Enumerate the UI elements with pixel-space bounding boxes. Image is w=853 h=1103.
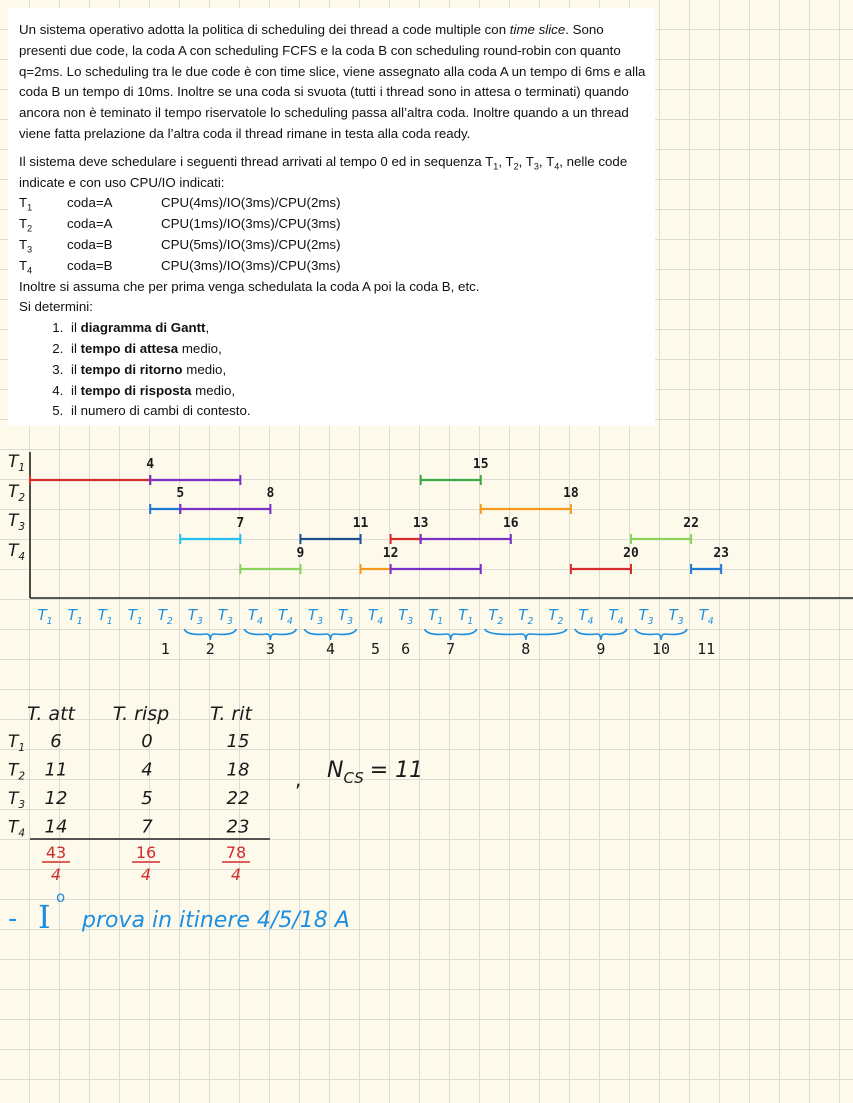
switch-brace (184, 629, 236, 640)
switch-brace (575, 629, 627, 640)
determine-label: Si determini: (19, 299, 93, 315)
thread-name: $T_3$ (19, 236, 33, 255)
sequence-slot-t3: $T_3$ (638, 606, 654, 627)
footer-exam-title: prova in itinere 4/5/18 A (82, 908, 350, 933)
sequence-text: Il sistema deve schedulare i seguenti thread arrivati al tempo 0 ed in sequenza (19, 153, 486, 169)
sequence-slot-t1: $T_1$ (37, 606, 53, 627)
sequence-slot-t4: $T_4$ (578, 606, 594, 627)
switch-count: 6 (401, 640, 411, 658)
intro-text-rest: . Sono presenti due code, la coda A con scheduling FCFS e la coda B con scheduling round-robin con quanto q=2ms. Lo scheduling tra le due code è con time slice, viene assegnato alla coda A un tempo di 6ms e alla coda B un tempo di 10ms. Inoltre se una coda si svuota (tutti i thread sono in attesa o terminati) quando ancora non è teminato il tempo riservatole lo scheduling passa all’altra coda. Inoltre quando a un thread viene fatta prelazione da l’altra coda il thread rimane in testa alla coda ready. (19, 22, 646, 141)
sequence-slot-t4: $T_4$ (698, 606, 714, 627)
total-numerator: 78 (225, 843, 247, 862)
gantt-time-label: 16 (502, 516, 519, 531)
thread-queue: coda=A (67, 216, 113, 232)
task-item: 3. il tempo di ritorno medio, (67, 360, 649, 381)
sequence-slot-t3: $T_3$ (337, 606, 354, 627)
results-row-label: $T_3$ (8, 789, 26, 811)
gantt-time-label: 8 (266, 486, 275, 501)
sequence-thread-t4: $T_4$ (546, 153, 560, 172)
thread-name: $T_2$ (19, 216, 33, 234)
gantt-time-label: 5 (176, 486, 185, 501)
thread-usage: CPU(5ms)/IO(3ms)/CPU(2ms) (161, 236, 341, 252)
response-time-value: 4 (141, 759, 153, 781)
switch-count: 4 (325, 640, 336, 658)
results-header: T. att (27, 703, 75, 725)
switch-count: 8 (521, 640, 531, 658)
switch-count: 1 (160, 640, 170, 658)
sequence-thread-t3: $T_3$ (525, 153, 539, 172)
sequence-slot-t1: $T_1$ (97, 606, 113, 627)
results-row-label: $T_2$ (8, 760, 26, 783)
gantt-time-label: 23 (713, 546, 729, 561)
switch-count: 9 (596, 640, 606, 658)
sequence-slot-t4: $T_4$ (247, 606, 263, 627)
total-numerator: 16 (135, 843, 157, 862)
switch-brace (304, 629, 356, 640)
intro-text: Un sistema operativo adotta la politica di scheduling dei thread a code multiple con (19, 22, 510, 37)
thread-queue: coda=B (67, 236, 113, 252)
thread-sequence: $T_1$, $T_2$, $T_3$, $T_4$ (485, 153, 560, 172)
wait-time-value: 6 (50, 731, 62, 752)
results-row-label: $T_1$ (8, 732, 26, 754)
gantt-time-label: 12 (382, 546, 399, 561)
switch-count: 10 (652, 640, 671, 658)
thread-name: $T_1$ (19, 195, 33, 214)
switch-brace (425, 629, 477, 640)
thread-queue: coda=A (67, 195, 113, 211)
gantt-row-label-t4: $T_4$ (8, 541, 26, 563)
gantt-time-label: 9 (296, 546, 305, 561)
results-header: T. risp (112, 703, 170, 725)
switch-count: 3 (265, 640, 275, 658)
wait-time-value: 12 (44, 788, 68, 809)
sequence-slot-t3: $T_3$ (187, 606, 203, 627)
switch-brace (635, 629, 687, 640)
sequence-slot-t4: $T_4$ (277, 606, 293, 627)
total-denominator: 4 (140, 865, 152, 884)
gantt-time-label: 13 (412, 516, 429, 531)
gantt-time-label: 7 (236, 516, 245, 531)
sequence-slot-t4: $T_4$ (368, 606, 384, 627)
thread-usage: CPU(1ms)/IO(3ms)/CPU(3ms) (161, 216, 341, 232)
results-header: T. rit (210, 703, 252, 725)
sequence-thread-t2: $T_2$ (505, 153, 519, 172)
sequence-slot-t2: $T_2$ (488, 606, 504, 627)
sequence-slot-t3: $T_3$ (307, 606, 324, 627)
sequence-slot-t4: $T_4$ (608, 606, 624, 627)
sequence-slot-t2: $T_2$ (518, 606, 534, 627)
response-time-value: 7 (141, 816, 153, 838)
gantt-time-label: 20 (623, 546, 639, 561)
gantt-time-label: 11 (352, 516, 369, 531)
task-item: 4. il tempo di risposta medio, (67, 381, 649, 402)
sequence-thread-t1: $T_1$ (485, 153, 499, 172)
context-switch-count: $N_{CS} = 11$ (327, 758, 424, 787)
switch-count: 5 (371, 640, 381, 658)
ncs-comma: , (295, 767, 302, 791)
sequence-slot-t3: $T_3$ (217, 606, 233, 627)
switch-count: 11 (697, 640, 716, 658)
gantt-time-label: 15 (472, 457, 489, 472)
wait-time-value: 14 (44, 816, 68, 838)
task-item: 2. il tempo di attesa medio, (67, 339, 649, 360)
turnaround-time-value: 18 (226, 759, 250, 781)
sequence-slot-t1: $T_1$ (458, 606, 474, 627)
thread-usage: CPU(3ms)/IO(3ms)/CPU(3ms) (161, 257, 341, 273)
gantt-row-label-t2: $T_2$ (8, 482, 26, 504)
task-item: 5. il numero di cambi di contesto. (67, 401, 649, 422)
gantt-row-label-t3: $T_3$ (8, 511, 26, 533)
sequence-slot-t1: $T_1$ (127, 606, 143, 627)
task-item: 1. il diagramma di Gantt, (67, 318, 649, 339)
turnaround-time-value: 22 (226, 788, 250, 809)
footer-roman-numeral: I (38, 898, 51, 936)
gantt-time-label: 4 (146, 457, 155, 472)
results-row-label: $T_4$ (8, 817, 26, 840)
total-numerator: 43 (45, 843, 67, 862)
gantt-row-label-t1: $T_1$ (8, 452, 26, 474)
switch-brace (485, 629, 567, 640)
sequence-slot-t2: $T_2$ (548, 606, 564, 627)
wait-time-value: 11 (44, 759, 68, 781)
gantt-time-label: 18 (563, 486, 579, 501)
thread-name: $T_4$ (19, 257, 33, 276)
intro-emphasis: time slice (509, 22, 566, 37)
sequence-slot-t3: $T_3$ (668, 606, 684, 627)
sequence-slot-t1: $T_1$ (428, 606, 444, 627)
sequence-slot-t1: $T_1$ (67, 606, 83, 627)
sequence-slot-t2: $T_2$ (157, 606, 173, 627)
turnaround-time-value: 15 (226, 731, 250, 752)
order-note: Inoltre si assuma che per prima venga schedulata la coda A poi la coda B, etc. (19, 278, 480, 294)
response-time-value: 5 (141, 788, 153, 809)
sequence-slot-t3: $T_3$ (398, 606, 414, 627)
turnaround-time-value: 23 (226, 816, 250, 838)
total-denominator: 4 (50, 865, 62, 884)
gantt-time-label: 22 (683, 516, 699, 531)
footer-dash: - (8, 904, 18, 934)
switch-count: 7 (446, 640, 456, 658)
response-time-value: 0 (141, 731, 153, 752)
thread-usage: CPU(4ms)/IO(3ms)/CPU(2ms) (161, 195, 341, 211)
sequence-text-rest: , nelle code indicate e con uso CPU/IO indicati: (19, 153, 628, 190)
footer-degree: o (56, 888, 66, 906)
total-denominator: 4 (230, 865, 242, 884)
thread-queue: coda=B (67, 257, 113, 273)
switch-count: 2 (205, 640, 215, 658)
switch-brace (244, 629, 296, 640)
